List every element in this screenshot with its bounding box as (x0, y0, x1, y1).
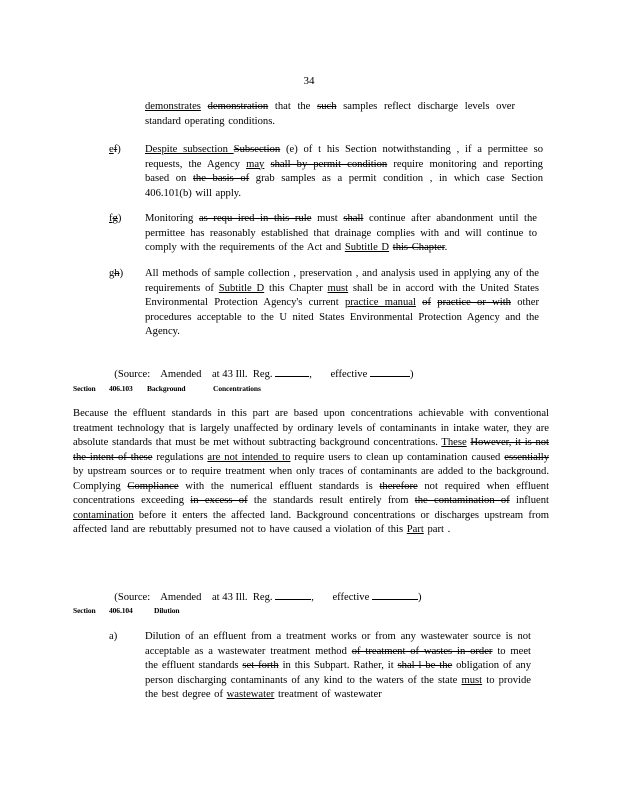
text-run: before it enters the affected land. Background concentrations or discharges upstream from affected land are rebuttably presumed not to have caused a violation of this (73, 509, 549, 535)
deleted-text: Compliance (127, 480, 179, 492)
text-run: require monitoring and reporting based on (145, 158, 543, 184)
inserted-text: demonstrates (145, 101, 201, 112)
item-label-e (109, 143, 121, 158)
deleted-text: shal l be the (397, 660, 453, 671)
deleted-text: shall (343, 213, 364, 224)
text-run: to meet the effluent standards (145, 645, 531, 671)
text-run: All methods of sample collection , preservation , and analysis used in applying any of the requirements of (145, 268, 539, 294)
text-run: part . (423, 524, 451, 535)
deleted-text: as requ ired in this rule (198, 213, 312, 224)
text-run: treatment of wastewater (274, 689, 382, 700)
deleted-text: Subsection (233, 144, 281, 155)
deleted-text: therefore (379, 480, 418, 492)
text-run: regulations (152, 451, 208, 463)
deleted-text: demonstration (207, 101, 269, 112)
page-number: 34 (303, 75, 315, 87)
deleted-text: set forth (242, 660, 279, 671)
text-run: (e) of t his Section notwithstanding , if a permittee so requests, the Agency (145, 144, 544, 170)
item-label-f (109, 212, 121, 227)
inserted-text: must (461, 674, 483, 686)
text-run: must (311, 213, 344, 224)
deleted-text: in excess of (190, 495, 248, 506)
text-run: the standards result entirely from (247, 495, 415, 506)
text-run (201, 101, 208, 112)
deleted-text: such (317, 101, 337, 112)
continued-paragraph (145, 100, 515, 129)
text-run: to provide the best degree of (145, 674, 531, 700)
text-run: ) (117, 144, 121, 155)
text-run: by upstream sources or to require treatment when only traces of contaminants are added to the background. Complying (73, 466, 549, 492)
inserted-text: Part (406, 524, 424, 535)
item-e-text (145, 143, 543, 201)
deleted-text: practice or with (437, 297, 511, 308)
text-run: with the numerical effluent standards is (178, 480, 380, 492)
section-406-104-item-a-text (145, 630, 531, 703)
text-run: that the (268, 101, 318, 112)
text-run: samples reflect discharge levels over standard operating conditions. (145, 101, 516, 127)
deleted-text: this Chapter (392, 242, 445, 253)
inserted-text: Subtitle D (218, 282, 265, 294)
deleted-text: g (112, 213, 118, 224)
deleted-text: f (113, 144, 118, 155)
source-note-2: (Source: Amended at 43 Ill. Reg. , effective ) (109, 574, 421, 605)
text-run: this Chapter (264, 282, 328, 294)
inserted-text: contamination (73, 509, 134, 521)
deleted-text: h (114, 268, 120, 279)
text-run: obligation of any person discharging contaminants of any kind to the waters of the state (145, 660, 531, 686)
inserted-text: e (109, 144, 114, 155)
inserted-text: wastewater (226, 689, 275, 700)
text-run: . (444, 242, 448, 253)
inserted-text: may (246, 158, 265, 170)
inserted-text: Despite subsection (145, 144, 234, 155)
deleted-text: the basis of (192, 173, 250, 184)
inserted-text: These (441, 437, 467, 448)
text-run: shall be in accord with the United States Environmental Protection Agency's current (145, 282, 540, 308)
text-run: ) (117, 213, 122, 224)
item-g-text (145, 267, 539, 340)
text-run: continue after abandonment until the permittee has reasonably established that drainage complies with and will continue to comply with the requirements of the Act and (145, 213, 537, 253)
inserted-text: practice manual (344, 297, 416, 308)
text-run: ) (119, 268, 124, 279)
text-run: not required when effluent concentrations exceeding (73, 480, 550, 506)
text-run: influent (509, 495, 549, 506)
text-run: in this Subpart. Rather, it (278, 660, 398, 671)
deleted-text: shall by permit condition (270, 158, 388, 170)
source-note-1: (Source: Amended at 43 Ill. Reg. , effective ) (109, 351, 413, 382)
section-heading-406-103: Section 406.103 Background Concentrations (73, 384, 261, 393)
deleted-text: the contamination of (414, 495, 510, 506)
section-heading-406-104: Section 406.104 Dilution (73, 606, 180, 615)
text-run: other procedures acceptable to the U nited States Environmental Protection Agency and the Agency. (145, 297, 539, 337)
item-f-text (145, 212, 537, 256)
text-run: Monitoring (145, 213, 199, 224)
text-run: Because the effluent standards in this part are based upon concentrations achievable with conventional treatment technology that is largely unaffected by ordinary levels of contaminants in intake water, they are absolute standards that must be met without subtracting background concentrations. (73, 408, 549, 448)
deleted-text: of treatment of wastes in order (351, 645, 493, 657)
item-label-a (109, 630, 117, 645)
section-406-103-text (73, 407, 549, 538)
text-run: Dilution of an effluent from a treatment works or from any wastewater source is not acceptable as a wastewater treatment method (145, 631, 531, 657)
deleted-text: essentially (504, 451, 549, 463)
deleted-text: of (422, 297, 431, 308)
inserted-text: must (327, 282, 349, 294)
text-run: require users to clean up contamination caused (290, 451, 505, 463)
inserted-text: are not intended to (207, 451, 291, 463)
inserted-text: g (109, 268, 115, 279)
deleted-text: However, it is not the intent of these (73, 437, 549, 463)
inserted-text: Subtitle D (344, 242, 390, 253)
item-label-g (109, 267, 123, 282)
text-run: grab samples as a permit condition , in which case Section 406.101(b) will apply. (145, 173, 543, 199)
inserted-text: f (109, 213, 113, 224)
text-run: a) (109, 631, 118, 642)
